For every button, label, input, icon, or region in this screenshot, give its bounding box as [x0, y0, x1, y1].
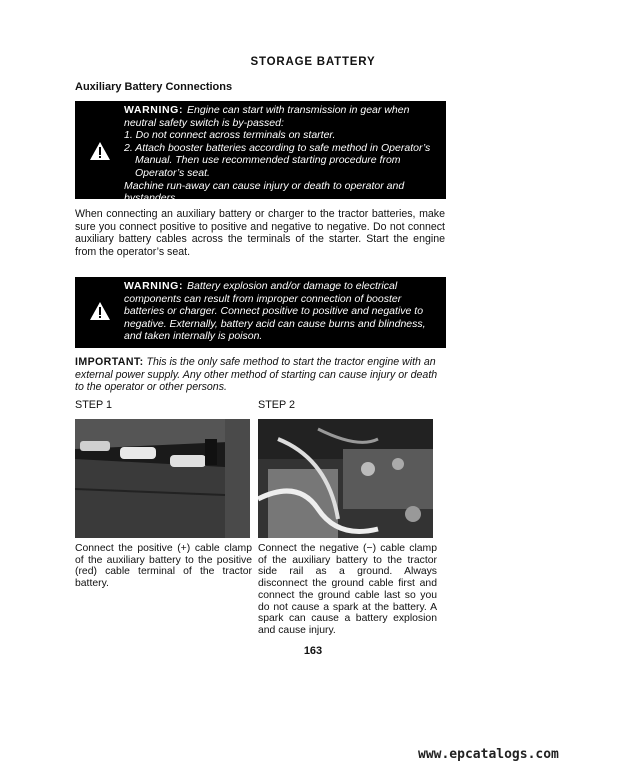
ground-connection-photo: [258, 419, 433, 538]
warning-1-first-line: [124, 104, 442, 129]
warning-1-label: WARNING:: [124, 104, 184, 116]
warning-1-line-3: 2. Attach booster batteries according to safe method in Operator’s: [124, 141, 431, 154]
warning-1-line-1: Engine can start with transmission in gear when neutral safety switch is by-passed:: [124, 104, 410, 129]
warning-1-line-5: Machine run-away can cause injury or death to operator and bystanders.: [124, 179, 405, 205]
warning-1-line-2: 1. Do not connect across terminals on starter.: [124, 129, 336, 142]
watermark: www.epcatalogs.com: [418, 747, 559, 762]
step-2-caption: Connect the negative (−) cable clamp of the auxiliary battery to the tractor side rail as a ground. Always disconnect the ground cable first and connect the ground cable last so you do not cause a spark at the battery. A spark can cause a battery explosion and cause injury.: [258, 543, 437, 636]
body-paragraph: When connecting an auxiliary battery or charger to the tractor batteries, make sure you connect positive to positive and negative to negative. Do not connect auxiliary battery cables across the terminals of the starter. Start the engine from the operator’s seat.: [75, 208, 445, 258]
warning-box-2: [75, 277, 446, 348]
battery-photo: [75, 419, 250, 538]
section-heading: Auxiliary Battery Connections: [75, 81, 233, 93]
important-note: [75, 356, 445, 394]
important-label: IMPORTANT:: [75, 356, 144, 368]
page-number: 163: [303, 645, 323, 657]
step-2-label: STEP 2: [258, 399, 296, 411]
step-1-caption: Connect the positive (+) cable clamp of the auxiliary battery to the positive (red) cable terminal of the tractor battery.: [75, 543, 252, 590]
warning-2-text: Battery explosion and/or damage to electrical components can result from improper connection of booster batteries or charger. Connect positive to positive and negative to negative. Externally, battery acid can cause burns and blindness, and taken internally is poison.: [124, 280, 426, 343]
page-title: STORAGE BATTERY: [250, 56, 376, 68]
important-text: This is the only safe method to start the tractor engine with an external power supply. Any other method of starting can cause injury or death to the operator or other persons.: [75, 356, 438, 393]
warning-triangle-icon: [89, 301, 111, 321]
warning-triangle-icon: [89, 141, 111, 161]
warning-2-content: [124, 280, 442, 343]
step-1-label: STEP 1: [75, 399, 113, 411]
warning-2-label: WARNING:: [124, 280, 184, 292]
warning-box-1: [75, 101, 446, 205]
warning-1-line-4: Manual. Then use recommended starting procedure from Operator’s seat.: [135, 154, 401, 179]
